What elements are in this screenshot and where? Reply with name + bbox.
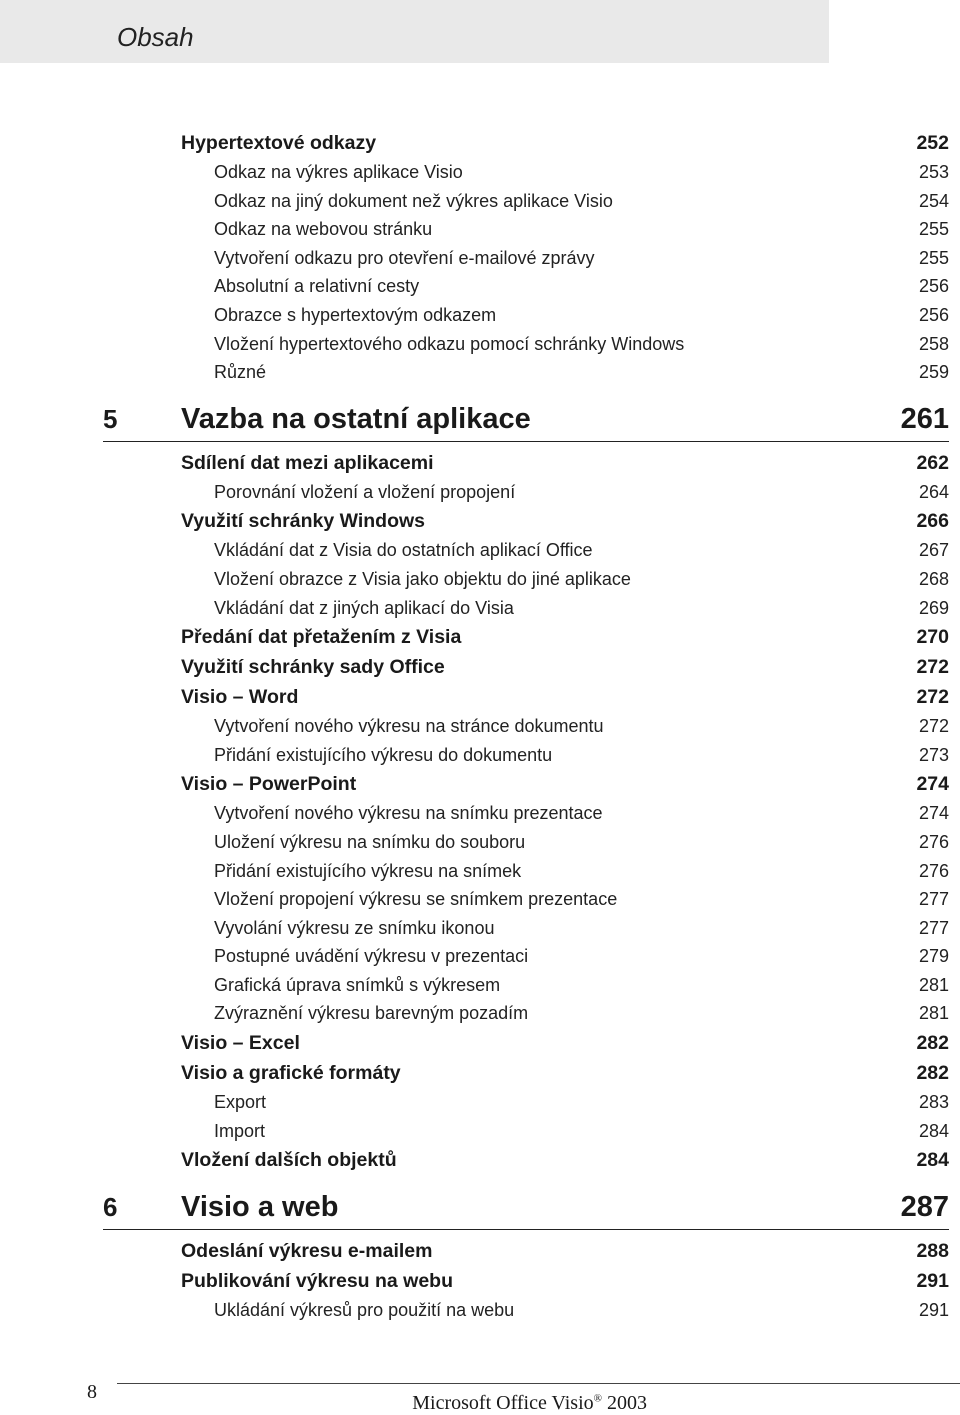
toc-entry-title: Vložení obrazce z Visia jako objektu do jiné aplikace [214, 568, 631, 589]
toc-entry-title: Vložení hypertextového odkazu pomocí schránky Windows [214, 333, 685, 354]
toc-subsection [103, 942, 949, 971]
toc-entry-title: Využití schránky sady Office [181, 656, 445, 679]
toc-entry-page: 273 [918, 744, 949, 765]
toc-subsection [103, 1296, 949, 1325]
toc-entry-page: 274 [918, 803, 949, 824]
toc-subsection [103, 914, 949, 943]
toc-entry-page: 284 [916, 1149, 949, 1172]
toc-entry-page: 279 [918, 946, 949, 967]
toc-entry-title: Hypertextové odkazy [181, 132, 377, 154]
toc-subsection [103, 272, 949, 301]
toc-entry-page: 269 [918, 597, 949, 618]
toc-entry-title: Využití schránky Windows [181, 510, 425, 533]
toc-chapter [103, 397, 949, 442]
toc-chapter-number: 6 [103, 1192, 118, 1223]
toc-entry-title: Publikování výkresu na webu [181, 1270, 454, 1293]
toc-entry-title: Export [214, 1092, 267, 1113]
toc-entry-title: Visio a grafické formáty [181, 1062, 401, 1085]
toc-entry-title: Vkládání dat z jiných aplikací do Visia [214, 597, 514, 618]
book-year: 2003 [607, 1392, 647, 1414]
toc-entry-page: 277 [918, 889, 949, 910]
toc-entry-title: Import [214, 1120, 266, 1141]
toc-entry-page: 283 [918, 1092, 949, 1113]
toc-section [103, 1236, 949, 1266]
toc-entry-page: 272 [916, 656, 949, 679]
toc-entry-title: Zvýraznění výkresu barevným pozadím [214, 1003, 529, 1024]
toc-entry-title: Vyvolání výkresu ze snímku ikonou [214, 917, 495, 938]
toc-entry-title: Přidání existujícího výkresu na snímek [214, 860, 522, 881]
footer-page-number: 8 [87, 1381, 97, 1403]
toc-section [103, 506, 949, 536]
footer-rule [117, 1383, 960, 1384]
toc-subsection [103, 828, 949, 857]
toc-subsection [103, 358, 949, 387]
toc-entry-title: Obrazce s hypertextovým odkazem [214, 304, 497, 325]
toc-subsection [103, 215, 949, 244]
toc-subsection [103, 741, 949, 770]
toc-entry-page: 255 [918, 247, 949, 268]
toc-entry-page: 268 [918, 568, 949, 589]
toc-entry-title: Vložení dalších objektů [181, 1149, 397, 1172]
toc-subsection [103, 536, 949, 565]
toc-entry-title: Visio – PowerPoint [181, 773, 357, 796]
toc-entry-page: 282 [916, 1062, 949, 1085]
toc-entry-page: 255 [918, 219, 949, 240]
toc-entry-title: Visio – Excel [181, 1032, 300, 1055]
toc-entry-page: 277 [918, 917, 949, 938]
toc-entry-title: Visio a web [181, 1191, 339, 1224]
page-title: Obsah [117, 22, 194, 52]
toc-entry-page: 276 [918, 860, 949, 881]
toc-section [103, 448, 949, 478]
registered-mark: ® [593, 1392, 602, 1405]
toc-entry-page: 281 [918, 974, 949, 995]
toc-subsection [103, 1117, 949, 1146]
toc-subsection [103, 971, 949, 1000]
toc-entry-title: Sdílení dat mezi aplikacemi [181, 451, 434, 474]
toc-subsection [103, 301, 949, 330]
toc-entry-page: 281 [918, 1003, 949, 1024]
toc-section [103, 1058, 949, 1088]
toc-entry-title: Odkaz na výkres aplikace Visio [214, 162, 463, 182]
toc-entry-title: Absolutní a relativní cesty [214, 276, 420, 297]
toc-subsection [103, 158, 949, 187]
toc-entry-title: Ukládání výkresů pro použití na webu [214, 1300, 515, 1321]
book-title-text: Microsoft Office Visio [412, 1392, 594, 1414]
toc-section [103, 128, 949, 158]
toc-entry-page: 256 [918, 276, 949, 297]
toc-subsection [103, 885, 949, 914]
toc-entry-title: Vytvoření odkazu pro otevření e-mailové zprávy [214, 247, 595, 268]
toc-entry-title: Přidání existujícího výkresu do dokumentu [214, 744, 553, 765]
toc-entry-page: 270 [916, 626, 949, 649]
toc-entry-title: Postupné uvádění výkresu v prezentaci [214, 946, 529, 967]
toc-entry-page: 261 [900, 402, 949, 435]
toc-entry-title: Uložení výkresu na snímku do souboru [214, 831, 526, 852]
toc-entry-title: Vytvoření nového výkresu na stránce dokumentu [214, 716, 604, 737]
toc-section [103, 622, 949, 652]
toc-entry-page: 252 [916, 132, 949, 154]
toc-entry-page: 254 [918, 190, 949, 211]
toc-entry-title: Odeslání výkresu e-mailem [181, 1240, 433, 1263]
toc-entry-page: 287 [900, 1191, 949, 1224]
toc-entry-title: Porovnání vložení a vložení propojení [214, 481, 516, 502]
footer-book-title [412, 1392, 647, 1415]
toc-entry-page: 259 [918, 362, 949, 383]
toc-section [103, 652, 949, 682]
toc-entry-page: 272 [916, 686, 949, 709]
toc-subsection [103, 1088, 949, 1117]
toc-section [103, 1266, 949, 1296]
toc-entry-page: 272 [918, 716, 949, 737]
toc-entry-title: Vazba na ostatní aplikace [181, 402, 531, 435]
toc-entry-title: Odkaz na jiný dokument než výkres aplikace Visio [214, 190, 613, 211]
toc-entry-page: 291 [916, 1270, 949, 1293]
toc-entry-title: Odkaz na webovou stránku [214, 219, 433, 240]
toc-section [103, 682, 949, 712]
table-of-contents [103, 128, 949, 1325]
toc-entry-page: 262 [916, 451, 949, 474]
toc-entry-page: 276 [918, 831, 949, 852]
toc-entry-title: Visio – Word [181, 686, 299, 709]
toc-entry-title: Vytvoření nového výkresu na snímku prezentace [214, 803, 603, 824]
toc-chapter [103, 1185, 949, 1230]
toc-section [103, 1028, 949, 1058]
toc-entry-page: 266 [916, 510, 949, 533]
toc-subsection [103, 799, 949, 828]
toc-chapter-number: 5 [103, 403, 118, 434]
toc-entry-page: 264 [918, 481, 949, 502]
toc-entry-title: Různé [214, 362, 267, 383]
toc-entry-page: 274 [916, 773, 949, 796]
toc-entry-page: 267 [918, 540, 949, 561]
toc-subsection [103, 330, 949, 359]
toc-entry-page: 288 [916, 1240, 949, 1263]
toc-entry-page: 256 [918, 304, 949, 325]
toc-subsection [103, 712, 949, 741]
toc-entry-page: 291 [918, 1300, 949, 1321]
toc-entry-title: Předání dat přetažením z Visia [181, 626, 462, 649]
toc-subsection [103, 187, 949, 216]
toc-subsection [103, 999, 949, 1028]
toc-entry-title: Vložení propojení výkresu se snímkem prezentace [214, 889, 618, 910]
toc-subsection [103, 857, 949, 886]
toc-section [103, 769, 949, 799]
toc-subsection [103, 594, 949, 623]
toc-subsection [103, 478, 949, 507]
toc-entry-page: 258 [918, 333, 949, 354]
toc-entry-page: 253 [918, 162, 949, 182]
toc-section [103, 1145, 949, 1175]
toc-entry-title: Vkládání dat z Visia do ostatních aplikací Office [214, 540, 593, 561]
toc-entry-page: 284 [918, 1120, 949, 1141]
toc-entry-title: Grafická úprava snímků s výkresem [214, 974, 501, 995]
toc-subsection [103, 565, 949, 594]
toc-subsection [103, 244, 949, 273]
toc-entry-page: 282 [916, 1032, 949, 1055]
